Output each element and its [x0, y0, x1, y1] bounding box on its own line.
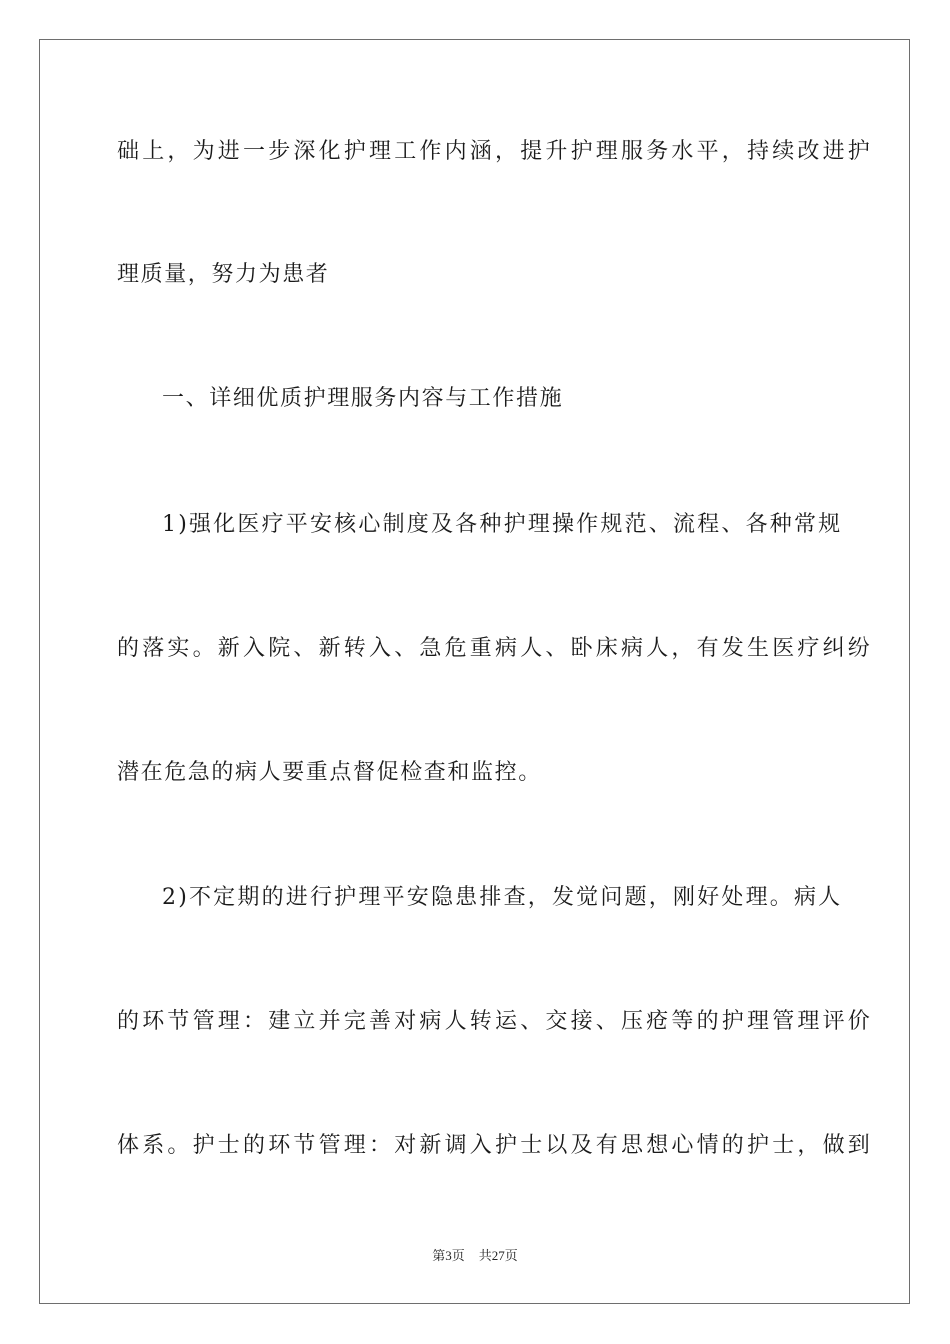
page-number: 第3页 — [432, 1248, 465, 1263]
paragraph-line: 理质量，努力为患者 — [117, 262, 330, 287]
paragraph-line: 潜在危急的病人要重点督促检查和监控。 — [117, 760, 542, 785]
page-footer — [0, 1247, 950, 1265]
paragraph-line: 体系。护士的环节管理：对新调入护士以及有思想心情的护士，做到 — [117, 1133, 874, 1158]
paragraph-line: 的环节管理：建立并完善对病人转运、交接、压疮等的护理管理评价 — [117, 1009, 874, 1034]
page-total: 共27页 — [478, 1248, 518, 1263]
paragraph-line: 的落实。新入院、新转入、急危重病人、卧床病人，有发生医疗纠纷 — [117, 636, 874, 661]
page-border — [39, 39, 910, 1304]
paragraph-line: 础上，为进一步深化护理工作内涵，提升护理服务水平，持续改进护 — [117, 139, 874, 164]
paragraph-line: 2)不定期的进行护理平安隐患排查，发觉问题，刚好处理。病人 — [162, 885, 843, 910]
paragraph-line: 1)强化医疗平安核心制度及各种护理操作规范、流程、各种常规 — [162, 512, 843, 537]
section-heading: 一、详细优质护理服务内容与工作措施 — [162, 386, 564, 411]
